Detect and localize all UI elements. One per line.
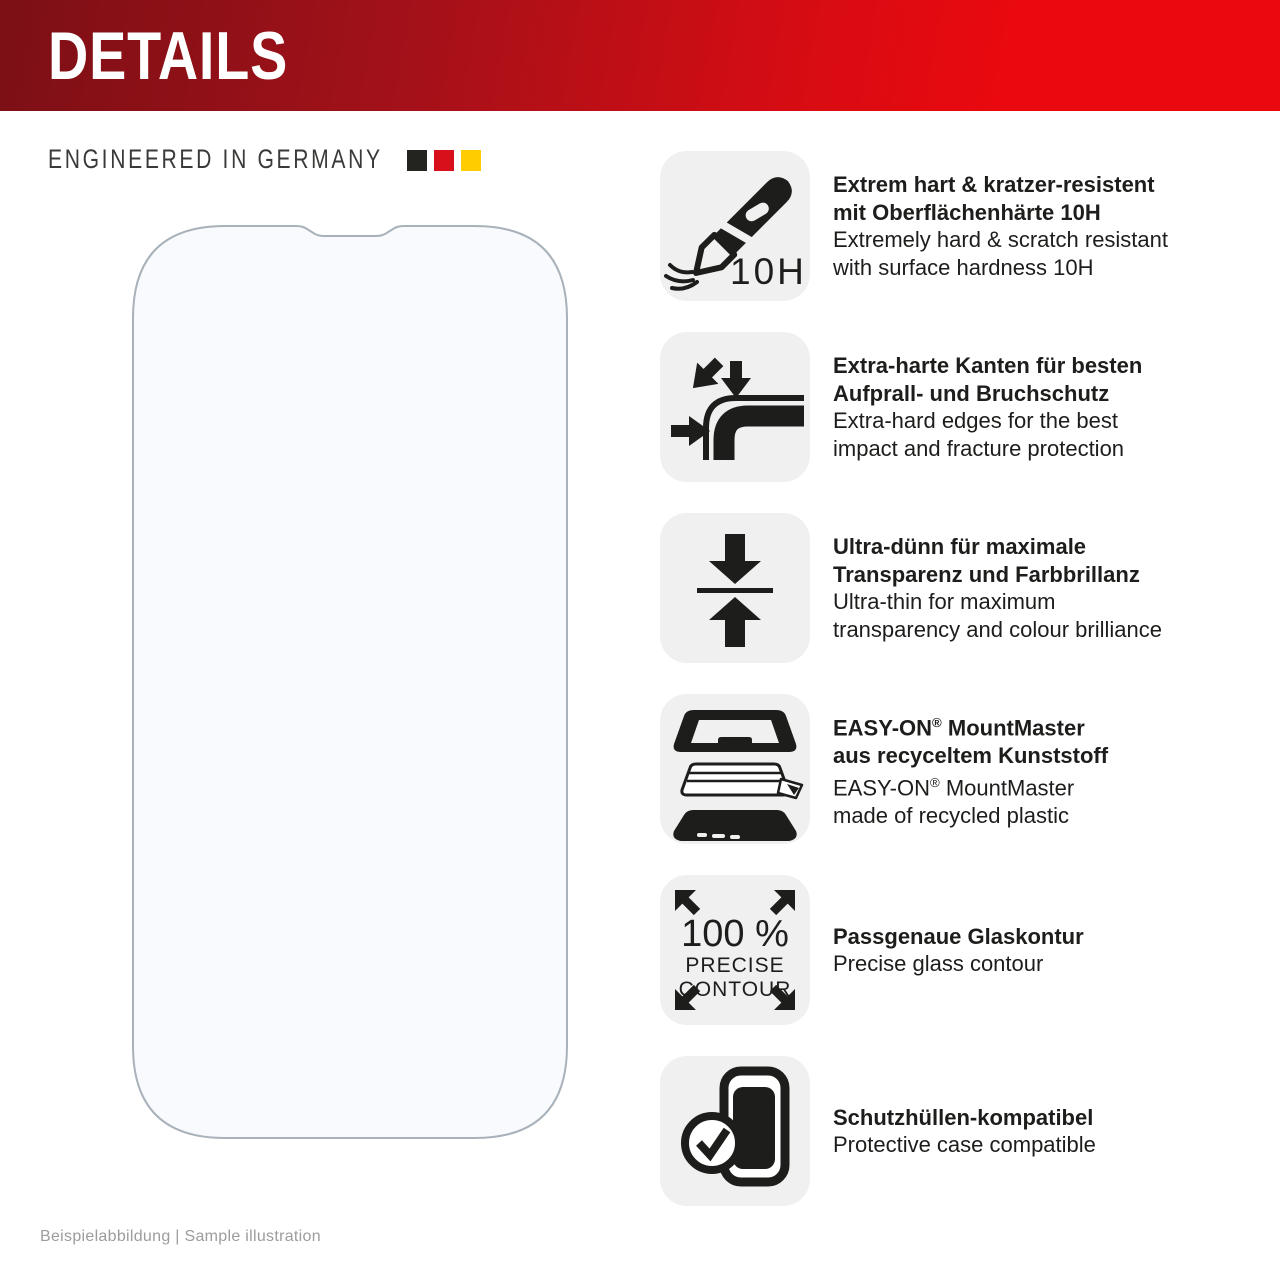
hardness-10h-label: 10H xyxy=(730,251,807,292)
page-title: DETAILS xyxy=(48,17,289,94)
engineered-in-germany xyxy=(48,146,481,174)
case-compatible-icon xyxy=(660,1056,810,1206)
impact-edge-protection-icon xyxy=(660,332,810,482)
feature-case-compatible xyxy=(660,1056,1240,1206)
engineered-label: ENGINEERED IN GERMANY xyxy=(48,144,383,175)
ultra-thin-icon xyxy=(660,513,810,663)
flag-red-square xyxy=(434,150,454,171)
details-banner xyxy=(0,0,1280,111)
feature-precise-contour xyxy=(660,875,1240,1025)
glass-outline-icon xyxy=(131,224,569,1140)
precise-contour-icon xyxy=(660,875,810,1025)
contour-100-label: 100 % xyxy=(681,913,789,955)
feature-edge-protection xyxy=(660,332,1240,482)
easy-on-mountmaster-icon xyxy=(660,694,810,844)
registered-trademark-symbol: ® xyxy=(930,775,940,790)
contour-precise-label: PRECISE xyxy=(685,954,785,977)
hardness-pen-10h-icon xyxy=(660,151,810,301)
feature-mountmaster-text: EASY-ON® MountMaster aus recyceltem Kunststoff EASY-ON® MountMaster made of recycled plastic xyxy=(833,714,1109,828)
flag-yellow-square xyxy=(461,150,481,171)
feature-edge-protection-text: Extra-harte Kanten für besten Aufprall- und Bruchschutz Extra-hard edges for the best impact and fracture protection xyxy=(833,353,1143,461)
registered-trademark-symbol: ® xyxy=(932,714,942,730)
feature-ultra-thin-text: Ultra-dünn für maximale Transparenz und Farbbrillanz Ultra-thin for maximum transparency and colour brilliance xyxy=(833,534,1162,642)
german-flag-icon xyxy=(400,150,481,171)
feature-case-compatible-text: Schutzhüllen-kompatibel Protective case compatible xyxy=(833,1104,1096,1157)
feature-hardness-text: Extrem hart & kratzer-resistent mit Oberflächenhärte 10H Extremely hard & scratch resistant with surface hardness 10H xyxy=(833,172,1169,280)
sample-illustration-note: Beispielabbildung | Sample illustration xyxy=(40,1228,321,1245)
screen-protector-glass-illustration xyxy=(131,224,569,1145)
feature-ultra-thin xyxy=(660,513,1240,663)
feature-mountmaster xyxy=(660,694,1240,844)
feature-precise-contour-text: Passgenaue Glaskontur Precise glass contour xyxy=(833,923,1084,976)
feature-list xyxy=(660,151,1240,1237)
contour-contour-label: CONTOUR xyxy=(678,978,792,1001)
feature-hardness xyxy=(660,151,1240,301)
flag-black-square xyxy=(407,150,427,171)
